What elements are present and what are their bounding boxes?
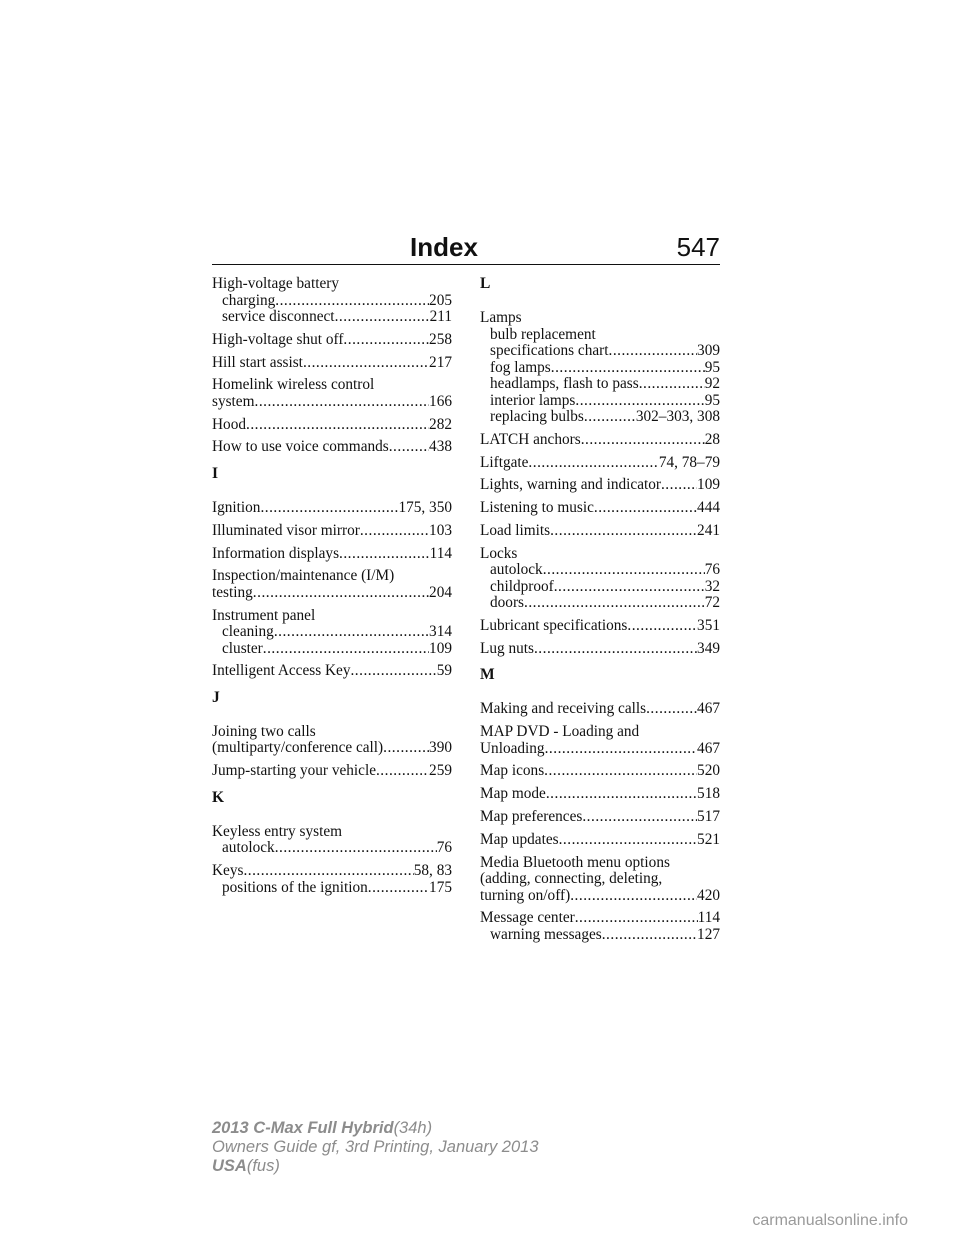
index-entry-line xyxy=(480,523,720,540)
index-term: Map preferences xyxy=(480,808,583,826)
index-term: Load limits xyxy=(480,521,551,539)
dot-leader xyxy=(559,832,697,849)
index-subentry-line xyxy=(480,595,720,612)
index-entry xyxy=(480,618,720,635)
index-entry-line xyxy=(480,855,720,872)
page-reference: 175 xyxy=(429,878,452,896)
index-entry xyxy=(480,523,720,540)
dot-leader xyxy=(528,455,658,472)
index-term: Message center xyxy=(480,909,575,927)
index-entry-line xyxy=(480,618,720,635)
index-entry-line xyxy=(212,608,452,625)
page-reference: 351 xyxy=(697,617,720,635)
index-subentry-line xyxy=(480,927,720,944)
index-entry-line xyxy=(212,276,452,293)
page-reference: 390 xyxy=(429,739,452,757)
index-entry xyxy=(480,855,720,905)
index-entry-line xyxy=(480,786,720,803)
page-reference: 314 xyxy=(429,623,452,641)
index-entry-line xyxy=(480,546,720,563)
index-term: Lamps xyxy=(480,309,522,326)
dot-leader xyxy=(255,394,430,411)
index-entry-line xyxy=(480,809,720,826)
index-entry xyxy=(480,500,720,517)
page-reference: 302–303, 308 xyxy=(635,408,720,425)
page-reference: 114 xyxy=(697,909,720,927)
index-entry-line xyxy=(212,417,452,434)
index-subentry-line xyxy=(480,360,720,377)
index-entry-line xyxy=(480,763,720,780)
page-reference: 349 xyxy=(697,639,720,657)
index-entry xyxy=(480,832,720,849)
index-entry-line xyxy=(480,741,720,758)
index-term: Hood xyxy=(212,415,246,433)
footer-market-code: (fus) xyxy=(246,1157,280,1175)
dot-leader xyxy=(602,927,697,944)
page-reference: 32 xyxy=(704,577,720,595)
index-entry-line xyxy=(480,871,720,888)
index-term: How to use voice commands xyxy=(212,438,389,456)
page-reference: 241 xyxy=(697,521,720,539)
index-entry xyxy=(480,763,720,780)
dot-leader xyxy=(534,641,697,658)
dot-leader xyxy=(545,741,697,758)
index-entry xyxy=(212,276,452,326)
dot-leader xyxy=(627,618,697,635)
index-term: Making and receiving calls xyxy=(480,700,647,718)
index-term: Lubricant specifications xyxy=(480,617,628,635)
index-entry-line xyxy=(212,439,452,456)
page-reference: 259 xyxy=(429,762,452,780)
index-entry xyxy=(212,355,452,372)
index-term: service disconnect xyxy=(222,308,335,325)
index-term: warning messages xyxy=(490,925,602,943)
index-term: childproof xyxy=(490,577,554,595)
dot-leader xyxy=(646,701,697,718)
index-entry-line xyxy=(480,724,720,741)
index-entry xyxy=(212,663,452,680)
index-term: Map updates xyxy=(480,830,559,848)
dot-leader xyxy=(339,546,430,563)
dot-leader xyxy=(260,500,398,517)
index-entry xyxy=(480,432,720,449)
page-reference: 76 xyxy=(704,561,720,579)
page-reference: 72 xyxy=(704,594,720,612)
index-entry xyxy=(480,641,720,658)
page-reference: 444 xyxy=(697,499,720,517)
index-term: charging xyxy=(222,291,276,309)
index-entry xyxy=(212,377,452,410)
page-reference: 103 xyxy=(429,521,452,539)
dot-leader xyxy=(551,360,705,377)
index-entry-line xyxy=(480,641,720,658)
footer-model: 2013 C-Max Full Hybrid xyxy=(212,1119,394,1137)
index-entry-line xyxy=(480,832,720,849)
page-reference: 175, 350 xyxy=(398,498,452,516)
index-term: bulb replacement xyxy=(490,325,596,343)
index-entry xyxy=(212,332,452,349)
index-entry-line xyxy=(212,863,452,880)
page-reference: 517 xyxy=(697,808,720,826)
index-term: Locks xyxy=(480,544,518,562)
index-column-right xyxy=(480,276,720,950)
index-term: Lug nuts xyxy=(480,639,534,657)
index-entry-line xyxy=(212,394,452,411)
index-term: cleaning xyxy=(222,623,274,641)
index-entry-line xyxy=(212,355,452,372)
index-subentry-line xyxy=(480,376,720,393)
page-reference: 127 xyxy=(697,925,720,943)
index-term: headlamps, flash to pass xyxy=(490,375,639,392)
index-entry-line xyxy=(480,455,720,472)
index-entry xyxy=(480,310,720,426)
index-subentry-line xyxy=(480,562,720,579)
dot-leader xyxy=(546,786,697,803)
index-letter-heading: M xyxy=(480,666,495,684)
index-entry-line xyxy=(480,310,720,327)
page-reference: 282 xyxy=(429,415,452,433)
index-entry xyxy=(480,477,720,494)
dot-leader xyxy=(582,809,697,826)
page-title: Index xyxy=(410,232,478,262)
index-term: testing xyxy=(212,583,253,601)
index-entry xyxy=(212,523,452,540)
index-term: Listening to music xyxy=(480,499,594,517)
index-letter-heading: L xyxy=(480,275,491,292)
index-term: Illuminated visor mirror xyxy=(212,521,360,539)
page-reference: 74, 78–79 xyxy=(658,453,720,471)
index-entry xyxy=(480,724,720,757)
index-term: Keys xyxy=(212,862,244,880)
index-entry xyxy=(212,439,452,456)
page-reference: 76 xyxy=(436,839,452,857)
index-entry xyxy=(212,763,452,780)
index-entry xyxy=(480,809,720,826)
dot-leader xyxy=(376,763,429,780)
footer-line-3 xyxy=(212,1157,539,1176)
dot-leader xyxy=(639,376,705,393)
footer-line-2: Owners Guide gf, 3rd Printing, January 2013 xyxy=(212,1138,539,1156)
index-term: replacing bulbs xyxy=(490,408,584,425)
index-letter-heading: I xyxy=(212,464,219,482)
index-entry-line xyxy=(212,585,452,602)
index-term: Intelligent Access Key xyxy=(212,662,351,680)
page-reference: 217 xyxy=(429,353,452,371)
page-reference: 109 xyxy=(697,476,720,494)
page-reference: 95 xyxy=(704,358,720,376)
index-entry-line xyxy=(480,701,720,718)
dot-leader xyxy=(575,910,698,927)
page-reference: 28 xyxy=(704,430,720,448)
index-subentry-line xyxy=(212,624,452,641)
index-entry-line xyxy=(212,546,452,563)
index-term: Map mode xyxy=(480,785,546,803)
dot-leader xyxy=(554,579,705,596)
page-reference: 109 xyxy=(429,639,452,657)
dot-leader xyxy=(275,293,429,310)
dot-leader xyxy=(383,740,429,757)
page-reference: 205 xyxy=(429,291,452,309)
dot-leader xyxy=(550,523,697,540)
index-subentry-line xyxy=(480,393,720,410)
index-term: specifications chart xyxy=(490,342,609,359)
dot-leader xyxy=(570,888,697,905)
dot-leader xyxy=(524,595,705,612)
index-entry-line xyxy=(212,500,452,517)
dot-leader xyxy=(544,763,697,780)
index-entry xyxy=(212,500,452,517)
index-entry xyxy=(480,546,720,612)
page-reference: 438 xyxy=(429,438,452,456)
index-term: doors xyxy=(490,594,524,612)
dot-leader xyxy=(594,500,697,517)
dot-leader xyxy=(389,439,429,456)
dot-leader xyxy=(243,863,413,880)
index-term: system xyxy=(212,392,255,410)
index-subentry-line xyxy=(480,409,720,426)
index-term: Ignition xyxy=(212,498,261,516)
dot-leader xyxy=(581,432,705,449)
page-reference: 520 xyxy=(697,762,720,780)
dot-leader xyxy=(609,343,698,360)
dot-leader xyxy=(303,355,429,372)
index-term: Jump-starting your vehicle xyxy=(212,762,376,780)
index-entry xyxy=(212,568,452,601)
index-entry xyxy=(212,608,452,658)
page-reference: 59 xyxy=(436,662,452,680)
index-subentry-line xyxy=(212,641,452,658)
index-letter-heading: J xyxy=(212,688,220,706)
index-term: Lights, warning and indicator xyxy=(480,476,661,494)
page-header xyxy=(212,228,720,265)
dot-leader xyxy=(246,417,429,434)
page-reference: 420 xyxy=(697,886,720,904)
index-entry-line xyxy=(480,500,720,517)
page-reference: 521 xyxy=(697,830,720,848)
index-letter-heading: K xyxy=(212,788,225,806)
dot-leader xyxy=(275,840,437,857)
dot-leader xyxy=(584,409,636,426)
index-subentry-line xyxy=(212,293,452,310)
index-entry-line xyxy=(480,910,720,927)
page-reference: 309 xyxy=(697,342,720,359)
dot-leader xyxy=(263,641,429,658)
page-reference: 95 xyxy=(704,391,720,409)
footer-model-code: (34h) xyxy=(393,1119,433,1137)
page-reference: 166 xyxy=(429,392,452,410)
index-term: cluster xyxy=(222,639,263,657)
index-term: autolock xyxy=(490,561,543,579)
index-subentry-line xyxy=(480,327,720,344)
index-term: turning on/off) xyxy=(480,886,571,904)
footer-line-1 xyxy=(212,1119,539,1138)
watermark-text: carmanualsonline.info xyxy=(752,1212,908,1229)
dot-leader xyxy=(575,393,704,410)
index-entry-line xyxy=(212,824,452,841)
index-term: Map icons xyxy=(480,762,545,780)
dot-leader xyxy=(335,309,430,326)
index-term: Hill start assist xyxy=(212,353,303,371)
dot-leader xyxy=(368,880,429,897)
index-term: High-voltage shut off xyxy=(212,330,344,348)
dot-leader xyxy=(253,585,429,602)
index-entry-line xyxy=(212,663,452,680)
index-entry xyxy=(212,724,452,757)
index-entry xyxy=(480,786,720,803)
index-subentry-line xyxy=(212,840,452,857)
dot-leader xyxy=(360,523,429,540)
index-term: Homelink wireless control xyxy=(212,376,375,394)
index-entry-line xyxy=(480,477,720,494)
index-subentry-line xyxy=(212,309,452,326)
index-term: Liftgate xyxy=(480,453,529,471)
index-entry xyxy=(480,910,720,943)
index-term: Joining two calls xyxy=(212,722,316,740)
index-subentry-line xyxy=(480,579,720,596)
index-column-left xyxy=(212,276,452,902)
index-term: Unloading xyxy=(480,739,545,757)
index-entry-line xyxy=(212,724,452,741)
index-entry xyxy=(212,824,452,857)
dot-leader xyxy=(274,624,429,641)
index-entry-line xyxy=(212,763,452,780)
index-term: Information displays xyxy=(212,544,340,562)
index-term: Media Bluetooth menu options xyxy=(480,853,670,871)
index-entry xyxy=(212,863,452,896)
index-subentry-line xyxy=(212,880,452,897)
index-entry xyxy=(480,701,720,718)
index-term: fog lamps xyxy=(490,358,551,376)
index-entry-line xyxy=(212,523,452,540)
index-term: Instrument panel xyxy=(212,606,316,624)
page-reference: 518 xyxy=(697,785,720,803)
page-reference: 467 xyxy=(697,700,720,718)
footer-market: USA xyxy=(212,1157,247,1175)
dot-leader xyxy=(350,663,436,680)
index-term: MAP DVD - Loading and xyxy=(480,723,640,741)
page-number: 547 xyxy=(676,232,720,262)
index-entry xyxy=(212,546,452,563)
index-term: autolock xyxy=(222,839,275,857)
page-reference: 114 xyxy=(429,544,452,562)
index-entry-line xyxy=(212,568,452,585)
index-term: (multiparty/conference call) xyxy=(212,739,384,757)
index-entry-line xyxy=(212,377,452,394)
index-term: Inspection/maintenance (I/M) xyxy=(212,567,395,585)
index-subentry-line xyxy=(480,343,720,360)
index-term: (adding, connecting, deleting, xyxy=(480,870,663,888)
dot-leader xyxy=(543,562,705,579)
index-term: LATCH anchors xyxy=(480,430,581,448)
index-term: High-voltage battery xyxy=(212,275,340,292)
page-reference: 204 xyxy=(429,583,452,601)
page-reference: 258 xyxy=(429,330,452,348)
dot-leader xyxy=(343,332,429,349)
index-term: interior lamps xyxy=(490,391,576,409)
page-reference: 211 xyxy=(429,308,452,325)
index-entry xyxy=(212,417,452,434)
document-footer xyxy=(212,1119,539,1176)
index-entry-line xyxy=(480,432,720,449)
index-entry xyxy=(480,455,720,472)
index-entry-line xyxy=(480,888,720,905)
page-reference: 92 xyxy=(704,375,720,392)
page-reference: 467 xyxy=(697,739,720,757)
index-term: Keyless entry system xyxy=(212,822,343,840)
index-entry-line xyxy=(212,740,452,757)
index-entry-line xyxy=(212,332,452,349)
dot-leader xyxy=(661,477,697,494)
index-term: positions of the ignition xyxy=(222,878,368,896)
page-reference: 58, 83 xyxy=(413,862,452,880)
